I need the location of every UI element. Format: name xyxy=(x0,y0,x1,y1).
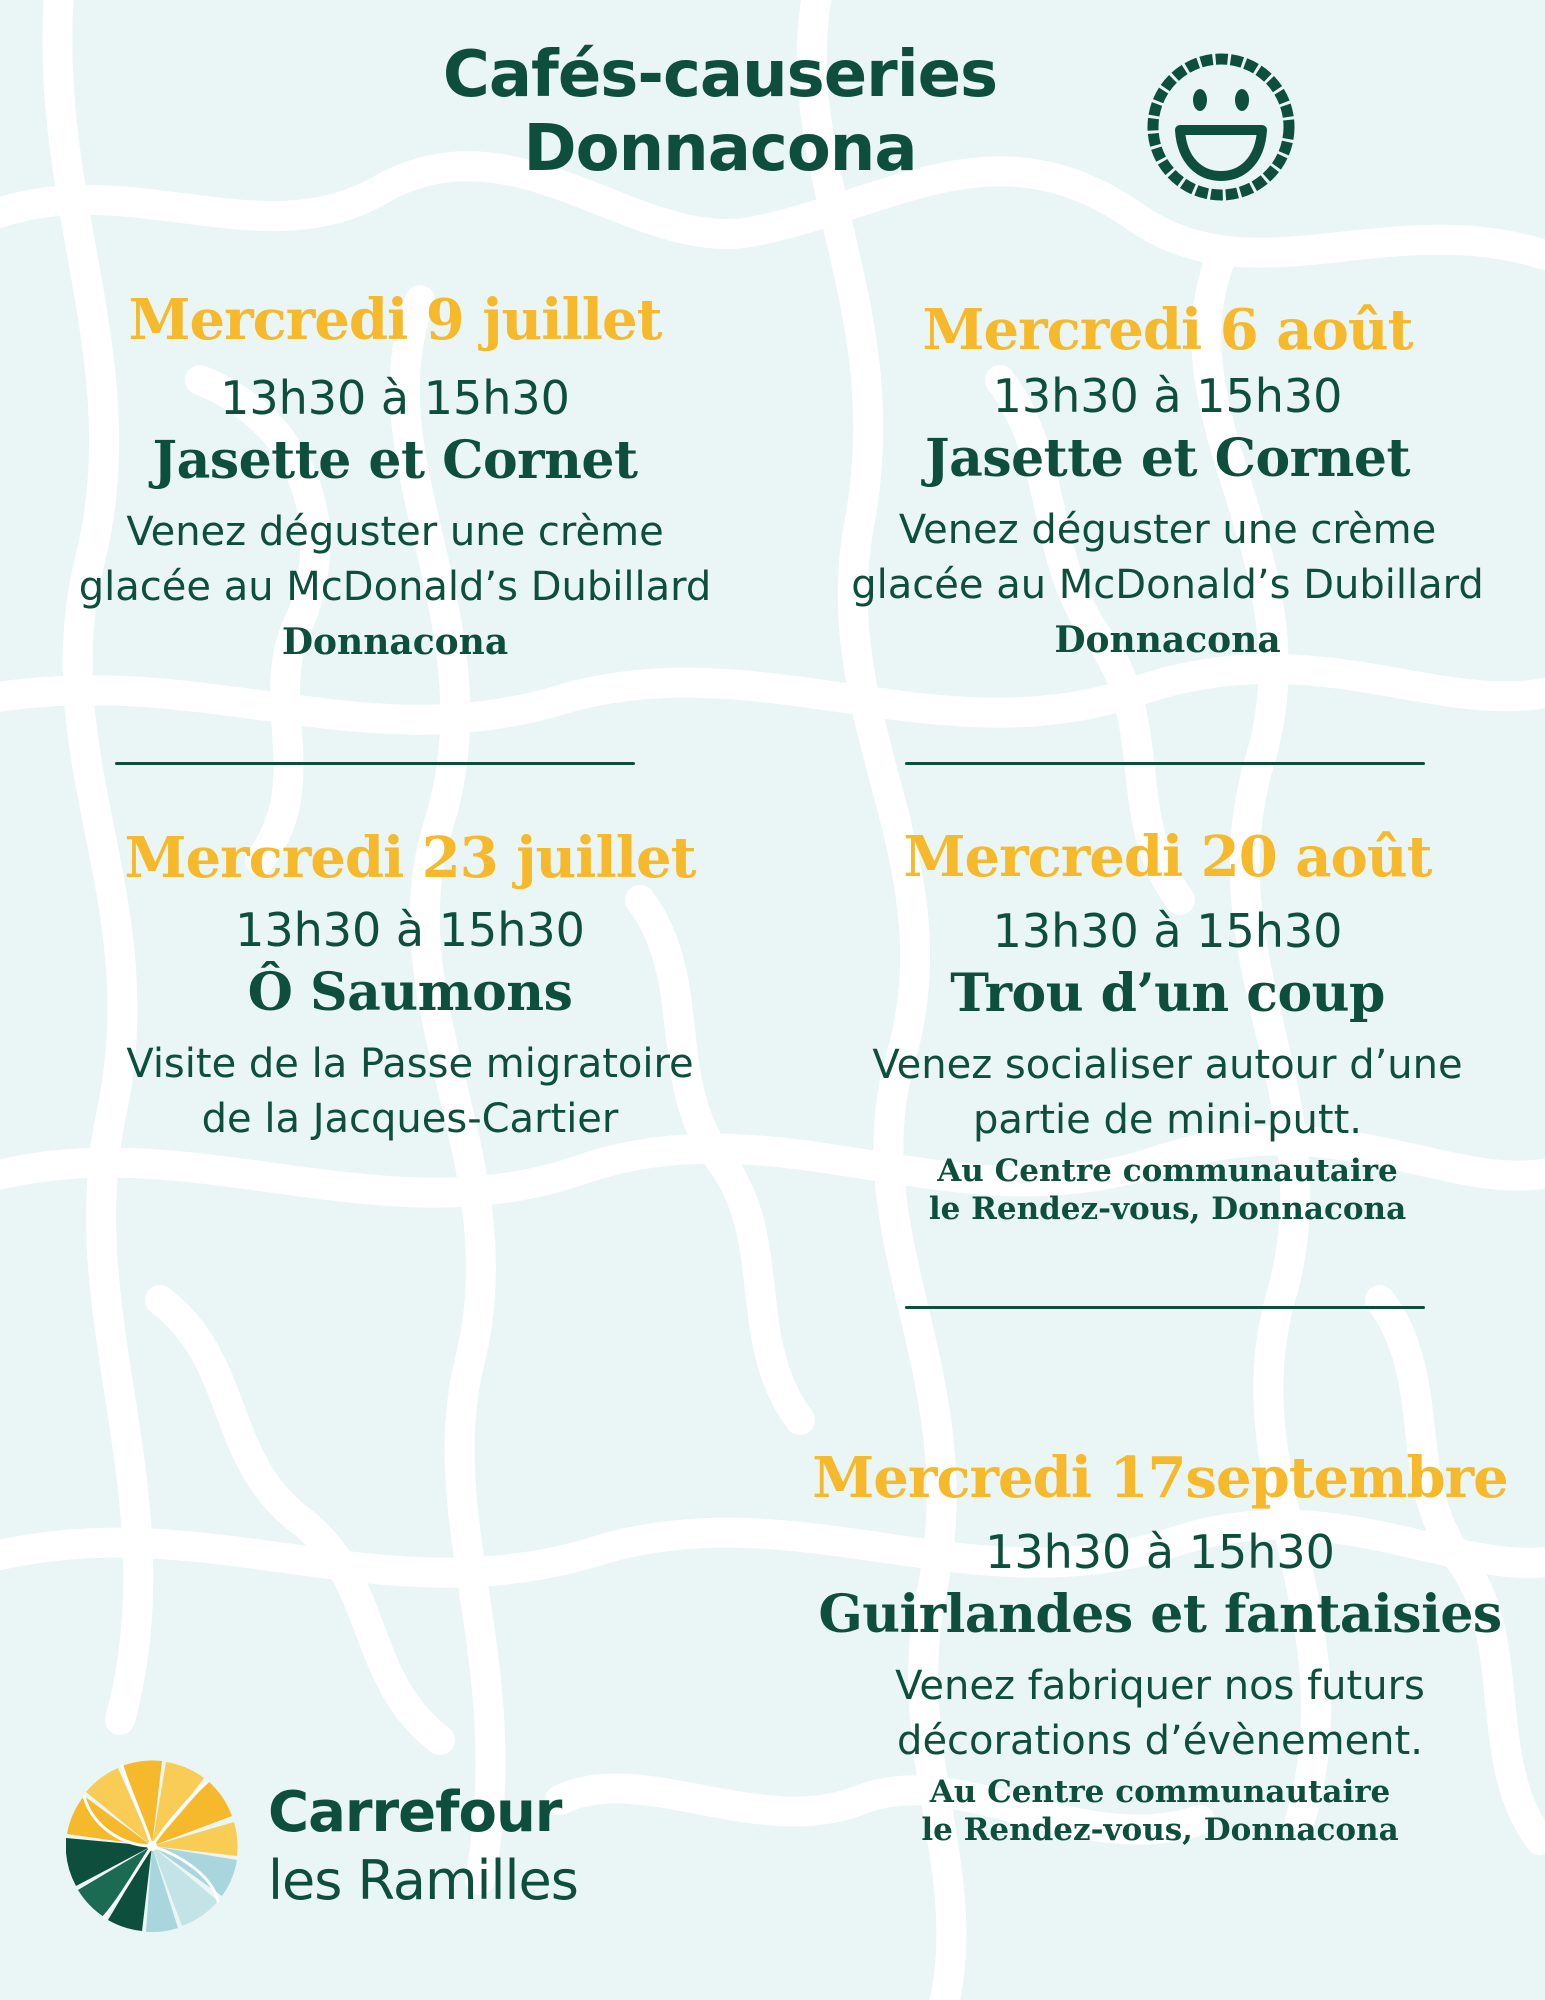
divider xyxy=(905,762,1425,765)
event-name: Ô Saumons xyxy=(247,962,573,1023)
event-card-23-juillet xyxy=(20,823,800,1147)
description-line: Visite de la Passe migratoire xyxy=(126,1041,694,1087)
event-card-6-aout xyxy=(795,295,1540,667)
location-line: le Rendez-vous, Donnacona xyxy=(928,1191,1407,1227)
smiley-face-icon xyxy=(1138,52,1304,202)
description-line: glacée au McDonald’s Dubillard xyxy=(78,564,712,610)
event-time: 13h30 à 15h30 xyxy=(985,1525,1335,1579)
event-name: Jasette et Cornet xyxy=(925,428,1410,489)
event-time: 13h30 à 15h30 xyxy=(220,371,570,425)
event-time: 13h30 à 15h30 xyxy=(992,904,1343,958)
event-date: Mercredi 20 août xyxy=(903,824,1432,890)
brand-name-line-2: les Ramilles xyxy=(268,1849,578,1912)
description-line: partie de mini-putt. xyxy=(973,1097,1362,1143)
carrefour-les-ramilles-logo-icon xyxy=(66,1760,238,1932)
event-card-17-septembre xyxy=(775,1443,1545,1849)
page-title xyxy=(380,38,1060,186)
event-location: Donnacona xyxy=(1054,619,1281,661)
event-description xyxy=(775,1659,1545,1769)
event-name: Guirlandes et fantaisies xyxy=(818,1584,1502,1645)
event-date: Mercredi 17septembre xyxy=(812,1445,1508,1511)
event-time: 13h30 à 15h30 xyxy=(992,369,1343,423)
location-line: le Rendez-vous, Donnacona xyxy=(921,1812,1399,1848)
event-card-9-juillet xyxy=(20,285,770,669)
event-date: Mercredi 6 août xyxy=(922,297,1413,363)
description-line: Venez socialiser autour d’une xyxy=(872,1042,1463,1088)
event-name: Jasette et Cornet xyxy=(152,430,638,491)
event-date: Mercredi 23 juillet xyxy=(124,825,696,891)
event-location xyxy=(795,1152,1540,1228)
event-location: Donnacona xyxy=(281,621,509,663)
description-line: de la Jacques-Cartier xyxy=(201,1096,619,1142)
location-line: Au Centre communautaire xyxy=(937,1153,1398,1189)
event-date: Mercredi 9 juillet xyxy=(128,287,662,353)
event-description xyxy=(795,1038,1540,1148)
brand-name-line-1: Carrefour xyxy=(268,1780,562,1845)
description-line: Venez déguster une crème xyxy=(126,509,664,555)
event-description xyxy=(20,505,770,615)
event-description xyxy=(795,503,1540,613)
divider xyxy=(905,1306,1425,1309)
location-line: Au Centre communautaire xyxy=(929,1774,1391,1810)
event-name: Trou d’un coup xyxy=(950,963,1385,1024)
description-line: glacée au McDonald’s Dubillard xyxy=(851,562,1484,608)
title-line-2: Donnacona xyxy=(523,112,917,186)
description-line: décorations d’évènement. xyxy=(897,1718,1423,1764)
event-card-20-aout xyxy=(795,822,1540,1228)
description-line: Venez déguster une crème xyxy=(898,507,1437,553)
title-line-1: Cafés-causeries xyxy=(442,38,998,112)
description-line: Venez fabriquer nos futurs xyxy=(895,1663,1425,1709)
event-time: 13h30 à 15h30 xyxy=(235,903,585,957)
divider xyxy=(115,762,635,765)
event-description xyxy=(20,1037,800,1147)
event-location xyxy=(775,1773,1545,1849)
